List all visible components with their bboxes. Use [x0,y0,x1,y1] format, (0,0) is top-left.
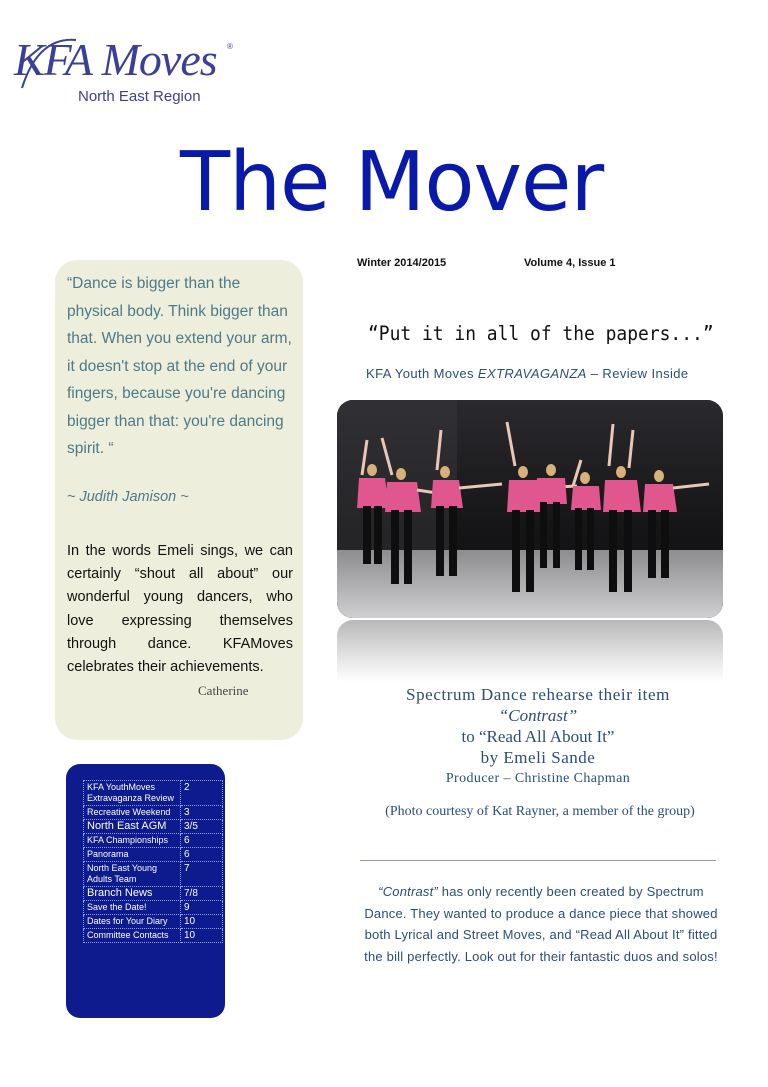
contents-title: Save the Date! [84,901,181,915]
contents-title: Recreative Weekend [84,806,181,820]
photo-credit: (Photo courtesy of Kat Rayner, a member of the group) [385,804,695,819]
contents-title: KFA Championships [84,834,181,848]
contents-row [84,781,223,806]
contents-title: Committee Contacts [84,929,181,943]
caption-producer: Producer – Christine Chapman [445,771,631,786]
issue-date: Winter 2014/2015 [357,257,447,269]
judith-jamison-quote: “Dance is bigger than the physical body. Think bigger than that. When you extend your arm, it doesn't stop at the end of your fingers, because you're dancing bigger than that: you're dancing spirit. “ [67,275,292,457]
contents-row [84,887,223,901]
dance-photo [337,400,723,618]
logo-brand: KFA Moves [14,34,217,85]
caption-line-3: to “Read All About It” [461,727,615,746]
contents-panel [66,764,225,1018]
contents-row [84,848,223,862]
logo-region: North East Region [78,88,201,105]
feature-headline: “Put it in all of the papers...” [368,322,714,345]
contents-page: 10 [181,915,223,929]
caption-line-2: “Contrast” [498,706,578,725]
contents-row [84,862,223,887]
contents-title: North East Young Adults Team [84,862,181,887]
contents-page: 6 [181,848,223,862]
contents-title: Panorama [84,848,181,862]
dancers-illustration [337,400,723,618]
quote-author-name: ~ Judith Jamison ~ [67,489,189,505]
contents-page: 6 [181,834,223,848]
contents-row [84,820,223,834]
contents-row [84,806,223,820]
body-text: has only recently been created by Spectrum Dance. They wanted to produce a dance piece that showed both Lyrical and Street Moves, and “Read All About It” fitted the bill perfectly. Look out for their fantastic duos and solos! [364,884,718,964]
kfa-moves-logo [14,30,244,110]
contents-title: North East AGM [84,820,181,834]
subhead-suffix: – Review Inside [586,366,689,381]
photo-caption [360,684,716,789]
quote-author [67,489,189,505]
contents-page: 10 [181,929,223,943]
subhead-prefix: KFA Youth Moves [366,366,478,381]
contents-row [84,915,223,929]
contents-row [84,929,223,943]
feature-body [364,881,718,967]
contents-page: 7/8 [181,887,223,901]
contents-title: Branch News [84,887,181,901]
photo-reflection [337,620,723,682]
feature-subhead [366,366,689,381]
body-italic-lead: “Contrast” [378,884,438,899]
editor-signoff: Catherine [198,683,249,698]
caption-line-4: by Emeli Sande [480,748,596,767]
contents-page: 3 [181,806,223,820]
newsletter-title: The Mover [180,135,604,230]
subhead-italic: EXTRAVAGANZA [477,366,587,381]
logo-registered-mark: ® [227,42,233,51]
contents-page: 3/5 [181,820,223,834]
contents-title: Dates for Your Diary [84,915,181,929]
contents-row [84,901,223,915]
contents-row [84,834,223,848]
contents-page: 9 [181,901,223,915]
issue-volume: Volume 4, Issue 1 [524,257,616,269]
contents-title: KFA YouthMoves Extravaganza Review [84,781,181,806]
editor-intro: In the words Emeli sings, we can certainly “shout all about” our wonderful young dancers, who love expressing themselves through dance. KFAMoves celebrates their achievements. [67,543,293,676]
caption-line-1: Spectrum Dance rehearse their item [406,685,670,704]
contents-table [83,780,223,943]
contents-page: 2 [181,781,223,806]
divider-rule [360,860,716,861]
contents-page: 7 [181,862,223,887]
